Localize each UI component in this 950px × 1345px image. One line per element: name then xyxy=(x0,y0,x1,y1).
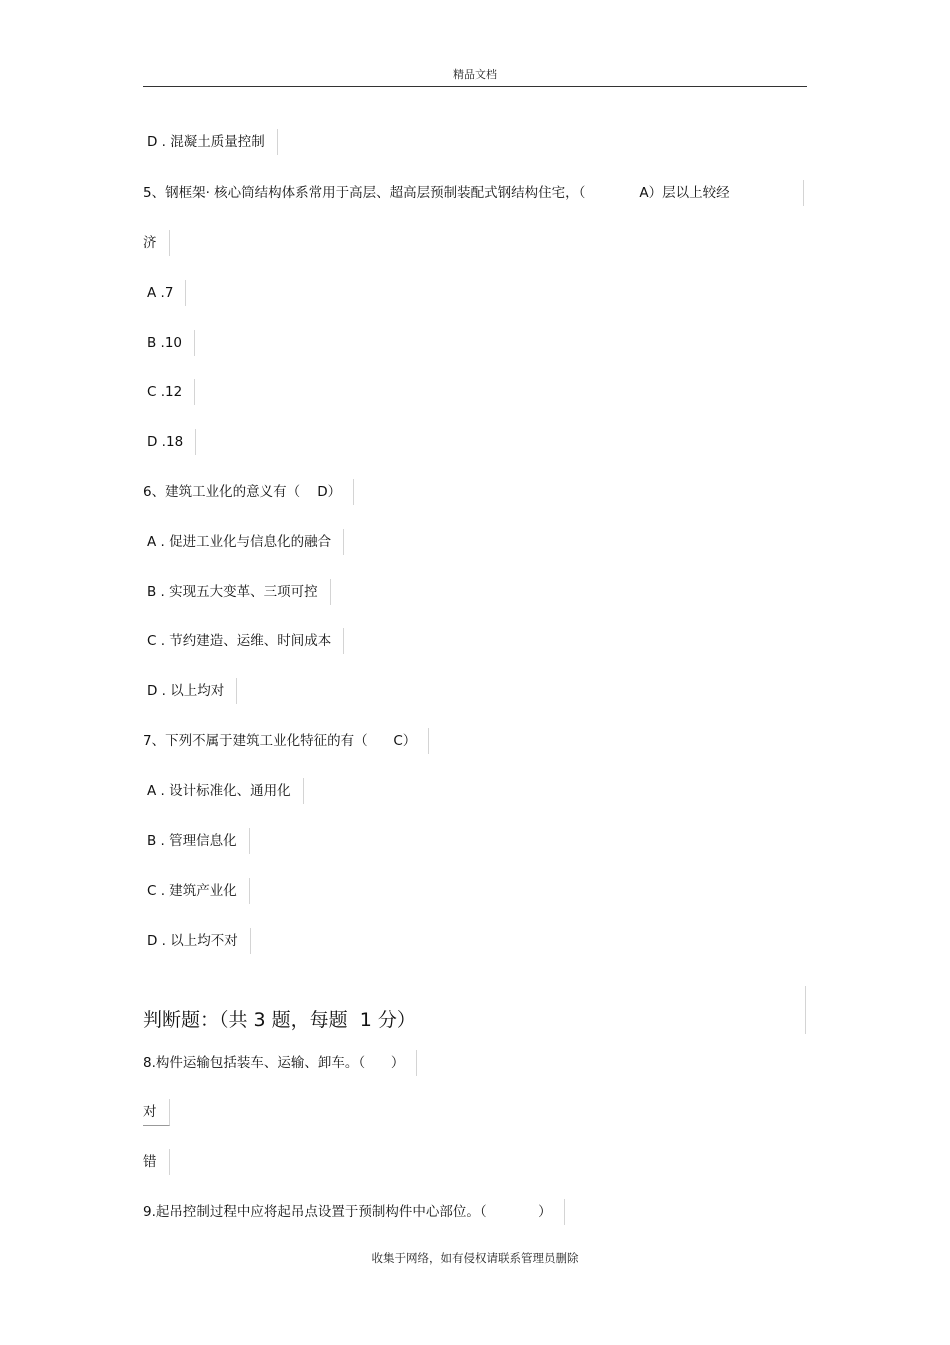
q5-stem-wrap: 济 xyxy=(143,230,170,256)
q5-option-d: D .18 xyxy=(143,429,196,455)
q5-stem-start: 5、钢框架· 核心筒结构体系常用于高层、超高层预制装配式钢结构住宅，（ xyxy=(143,185,586,201)
section-title: 判断题：（共 3 题，每题 1 分） xyxy=(143,1009,416,1031)
page-header: 精品文档 xyxy=(453,68,497,81)
q8-false-option: 错 xyxy=(143,1149,170,1175)
q8-stem: 8.构件运输包括装车、运输、卸车。（ ） xyxy=(143,1050,417,1076)
q5-stem xyxy=(143,180,804,206)
q7-option-d: D . 以上均不对 xyxy=(143,928,251,954)
q5-stem-end: A）层以上较经 xyxy=(639,185,730,201)
q6-option-c: C . 节约建造、运维、时间成本 xyxy=(143,628,344,654)
q9-stem: 9.起吊控制过程中应将起吊点设置于预制构件中心部位。（ ） xyxy=(143,1199,565,1225)
page-footer: 收集于网络，如有侵权请联系管理员删除 xyxy=(371,1251,579,1265)
q7-option-b: B . 管理信息化 xyxy=(143,828,250,854)
header-divider xyxy=(143,86,807,87)
q6-option-d: D . 以上均对 xyxy=(143,678,237,704)
q4-option-d: D . 混凝土质量控制 xyxy=(143,129,278,155)
q7-stem: 7、下列不属于建筑工业化特征的有（ C） xyxy=(143,728,429,754)
q5-option-a: A .7 xyxy=(143,280,186,306)
q8-true-option: 对 xyxy=(143,1099,170,1126)
q6-option-b: B . 实现五大变革、三项可控 xyxy=(143,579,331,605)
q7-option-c: C . 建筑产业化 xyxy=(143,878,250,904)
q5-option-c: C .12 xyxy=(143,379,195,405)
q6-option-a: A . 促进工业化与信息化的融合 xyxy=(143,529,344,555)
q7-option-a: A . 设计标准化、通用化 xyxy=(143,778,304,804)
q6-stem: 6、建筑工业化的意义有（ D） xyxy=(143,479,354,505)
q5-option-b: B .10 xyxy=(143,330,195,356)
true-false-section-heading xyxy=(143,986,806,1034)
